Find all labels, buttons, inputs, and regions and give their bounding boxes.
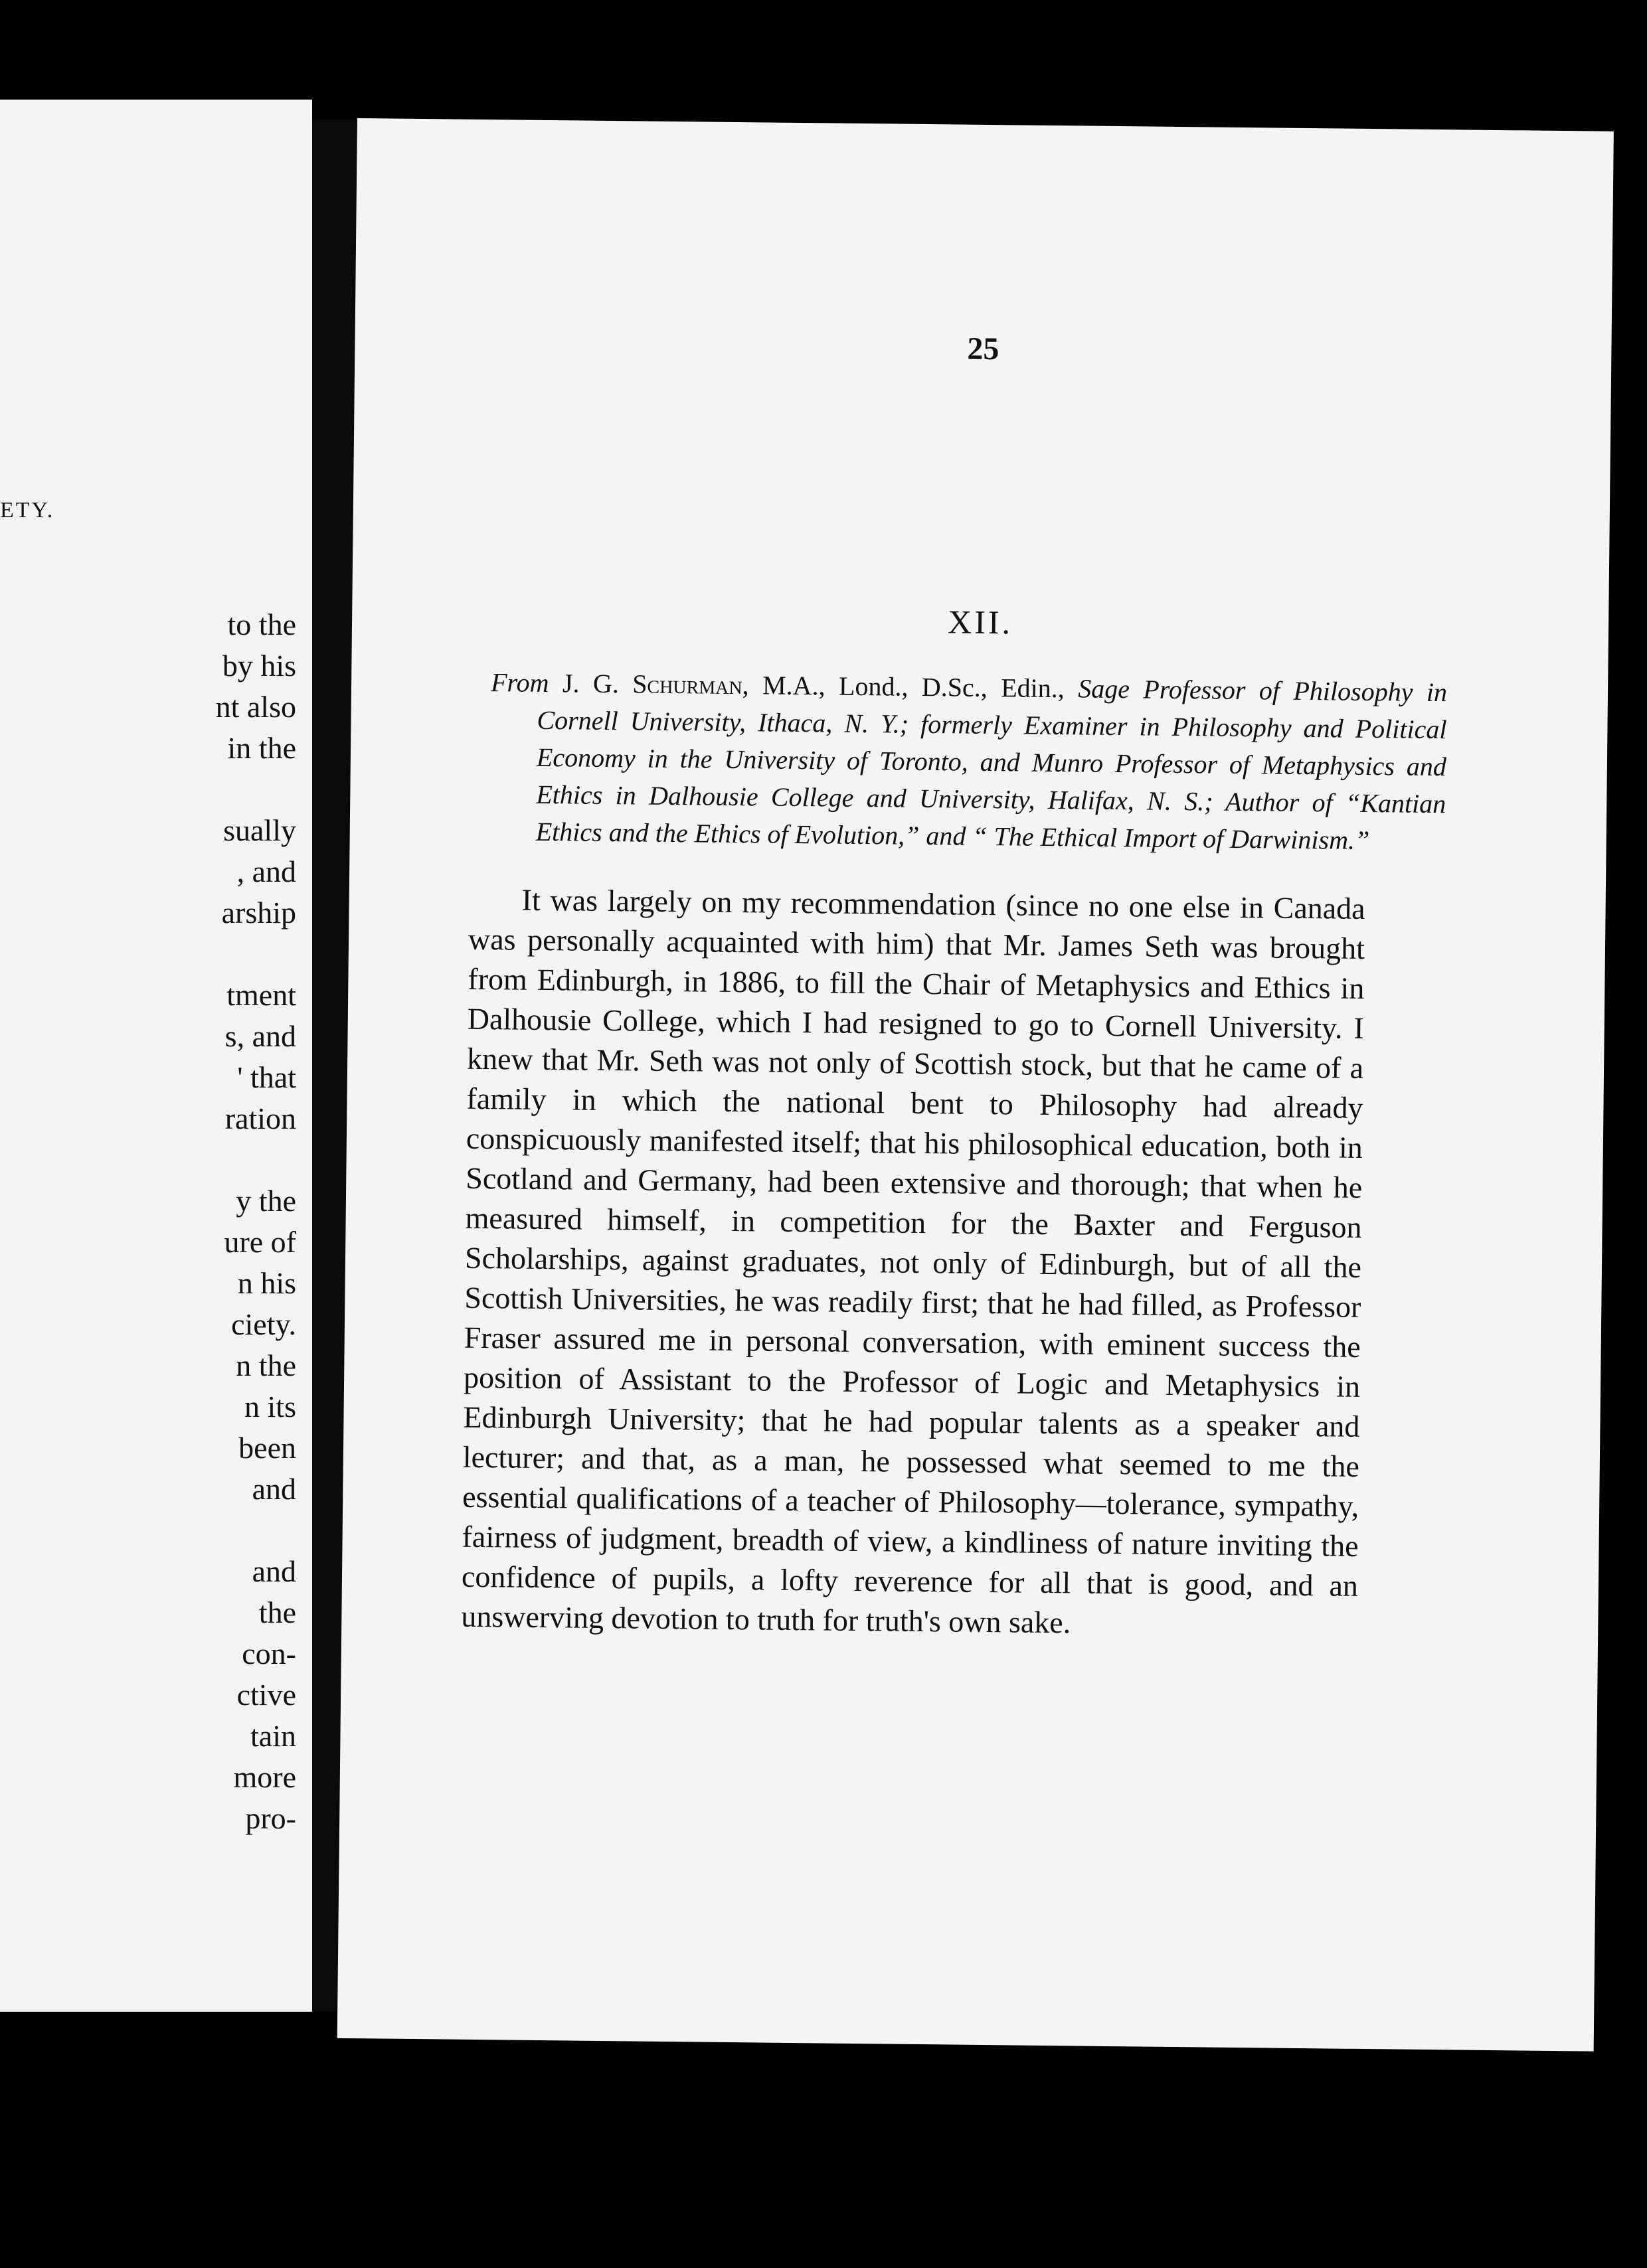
- left-page-line: the: [258, 1595, 296, 1629]
- attribution-description: Sage Professor of Philosophy in Cornell University, Ithaca, N. Y.; formerly Examiner in Philosophy and Political Economy in the University of Toronto, and Munro Professor of Metaphysics and Ethics in Dalhousie College and University, Halifax, N. S.; Author of “Kantian Ethics and the Ethics of Evolution,” and “ The Ethical Import of Darwinism.”: [535, 673, 1448, 856]
- attribution-name: J. G. Schurman,: [562, 668, 749, 700]
- letter-body-paragraph: It was largely on my recommendation (since no one else in Canada was personally acquainted with him) that Mr. James Seth was brought from Edinburgh, in 1886, to fill the Chair of Metaphysics and Ethics in Dalhousie College, which I had resigned to go to Cornell University. I knew that Mr. Seth was not only of Scottish stock, but that he came of a family in which the national bent to Philosophy had already conspicuously manifested itself; that his philosophical education, both in Scotland and Germany, had been extensive and thorough; that when he measured himself, in competition for the Baxter and Ferguson Scholarships, against graduates, not only of Edinburgh, but of all the Scottish Universities, he was readily first; that he had filled, as Professor Fraser assured me in personal conversation, with eminent success the position of Assistant to the Professor of Logic and Metaphysics in Edinburgh University; that he had popular talents as a speaker and lecturer; and that, as a man, he possessed what seemed to me the essential qualifications of a teacher of Philosophy—tolerance, sympathy, fairness of judgment, breadth of view, a kindliness of nature inviting the confidence of pupils, a lofty reverence for all that is good, and an unswerving devotion to truth for truth's own sake.: [461, 882, 1365, 1640]
- left-page-text-lines: [216, 604, 296, 1839]
- left-page-line: y the: [236, 1184, 296, 1218]
- attribution-degrees: M.A., Lond., D.Sc., Edin.,: [762, 670, 1065, 704]
- left-page-line: ciety.: [231, 1307, 296, 1341]
- left-page-line: nt also: [215, 690, 296, 724]
- left-page-line: sually: [223, 813, 296, 847]
- left-page-line: in the: [227, 731, 296, 765]
- letter-attribution: [489, 664, 1447, 860]
- left-page-line: ration: [224, 1101, 296, 1135]
- attribution-from: From: [490, 667, 549, 698]
- section-heading: XII.: [947, 603, 1013, 641]
- left-page-line: been: [238, 1431, 296, 1465]
- left-page-line: n his: [237, 1266, 296, 1300]
- left-page-line: con-: [242, 1637, 296, 1670]
- left-page-line: pro-: [245, 1801, 296, 1835]
- left-page-line: [216, 769, 296, 810]
- left-page-line: ' that: [237, 1060, 296, 1094]
- left-page-line: more: [233, 1760, 296, 1794]
- left-page-fragment: [0, 100, 312, 2012]
- left-page-line: n the: [236, 1348, 296, 1382]
- left-page-line: tment: [226, 978, 296, 1012]
- left-page-line: and: [252, 1472, 296, 1506]
- page-number: 25: [967, 331, 999, 367]
- left-page-line: tain: [250, 1719, 296, 1753]
- right-page: [337, 118, 1614, 2052]
- left-page-line: ure of: [224, 1225, 296, 1259]
- left-page-line: ctive: [236, 1678, 296, 1712]
- left-page-line: [216, 933, 296, 975]
- left-page-line: and: [252, 1554, 296, 1588]
- left-page-line: , and: [236, 854, 296, 888]
- left-page-header: ETY.: [0, 498, 55, 523]
- left-page-line: n its: [244, 1390, 296, 1423]
- left-page-line: arship: [221, 896, 296, 930]
- left-page-line: [216, 1510, 296, 1551]
- left-page-line: by his: [222, 649, 296, 683]
- left-page-line: to the: [227, 608, 296, 641]
- left-page-line: s, and: [224, 1019, 296, 1053]
- left-page-line: [216, 1139, 296, 1180]
